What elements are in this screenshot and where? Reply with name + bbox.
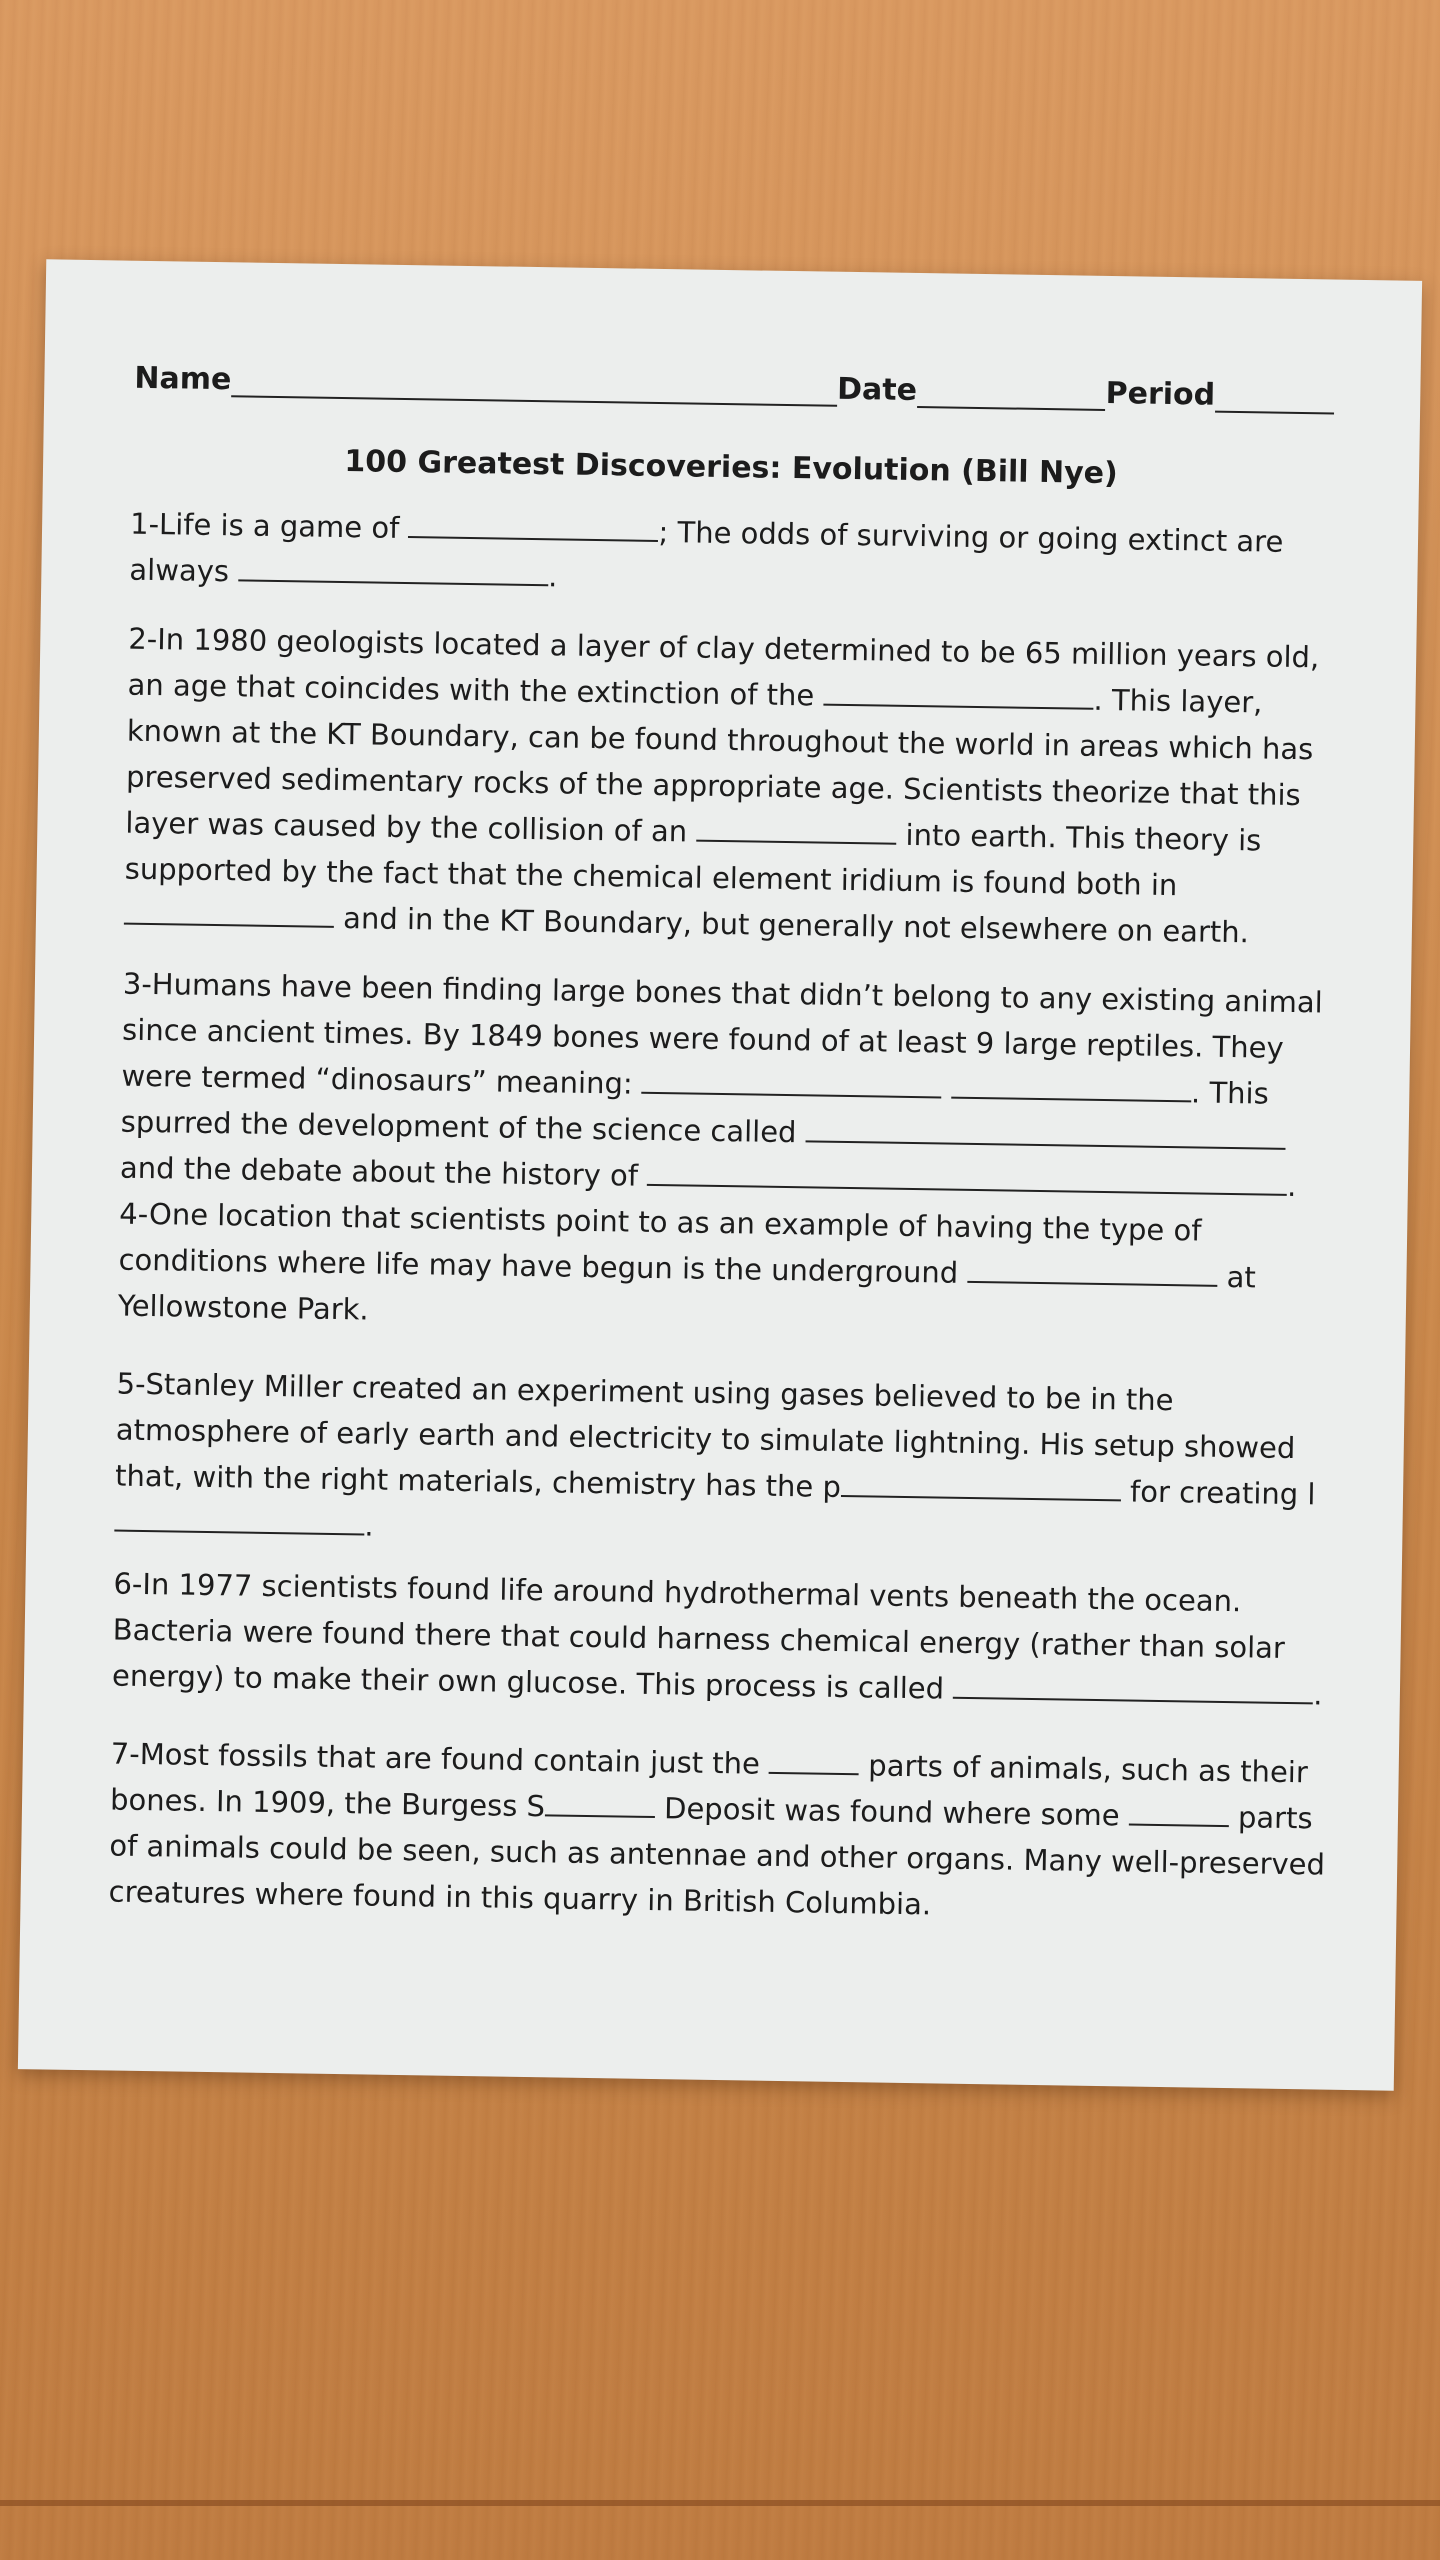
q7-blank-3[interactable]	[1129, 1796, 1229, 1828]
date-label: Date	[836, 371, 918, 408]
q7-text-a: 7-Most fossils that are found contain just the	[110, 1736, 761, 1781]
question-7	[108, 1731, 1331, 1934]
q6-text-b: .	[1312, 1677, 1323, 1712]
q2-blank-1[interactable]	[823, 676, 1093, 710]
q1-text-b: ; The odds of surviving or going extinct are	[658, 514, 1284, 559]
q4-blank-1[interactable]	[967, 1253, 1217, 1287]
q3-text-d: .	[1286, 1168, 1297, 1204]
q2-text-a: 2-In 1980 geologists located a layer of clay determined to be 65 million years old, an age that coincides with the extinction of the	[127, 621, 1320, 713]
name-label: Name	[134, 360, 232, 398]
q3-blank-1[interactable]	[642, 1064, 942, 1099]
q7-blank-2[interactable]	[545, 1786, 655, 1818]
period-label: Period	[1105, 375, 1216, 413]
q3-text-c: and the debate about the history of	[119, 1150, 639, 1193]
q1-text-d: .	[547, 559, 558, 594]
q5-text-c: .	[364, 1508, 374, 1543]
q4-text-b: at Yellowstone Park.	[117, 1259, 1257, 1327]
q2-text-b: . This layer, known at the KT Boundary, can be found throughout the world in areas which has preserved sedimentary rocks of the appropriate age. Scientists theorize that this layer was caused by the collision of an	[125, 682, 1314, 849]
q7-blank-1[interactable]	[769, 1744, 859, 1775]
q5-text-a: 5-Stanley Miller created an experiment using gases believed to be in the atmosphere of early earth and electricity to simulate lightning. His setup showed that, with the right materials, chemistry has the p	[114, 1366, 1296, 1504]
worksheet-header	[134, 361, 1334, 415]
q7-text-c: Deposit was found where some	[663, 1791, 1120, 1833]
q6-blank-1[interactable]	[953, 1669, 1313, 1705]
question-1	[129, 501, 1350, 612]
q2-text-d: and in the KT Boundary, but generally not elsewhere on earth.	[342, 901, 1250, 950]
q3-blank-3[interactable]	[806, 1112, 1286, 1150]
q2-blank-3[interactable]	[124, 895, 334, 928]
q1-blank-2[interactable]	[238, 551, 548, 586]
q6-text-a: 6-In 1977 scientists found life around hydrothermal vents beneath the ocean. Bacteria were found there that could harness chemical energy (rather than solar energy) to make their own glucose. This process is called	[111, 1566, 1286, 1706]
q1-text-a: 1-Life is a game of	[129, 506, 400, 545]
q2-blank-2[interactable]	[696, 812, 896, 845]
q4-text-a: 4-One location that scientists point to as an example of having the type of conditions where life may have begun is the underground	[118, 1196, 1202, 1290]
q3-text-a: 3-Humans have been finding large bones that didn’t belong to any existing animal since ancient times. By 1849 bones were found of at least 9 large reptiles. They were termed “dinosaurs” meaning:	[121, 966, 1323, 1101]
question-2	[124, 616, 1349, 957]
desk-seam	[0, 2500, 1440, 2506]
question-4	[118, 1191, 1340, 1348]
q5-blank-1[interactable]	[841, 1467, 1121, 1501]
q1-text-c: always	[129, 552, 230, 589]
q2-text-c: into earth. This theory is supported by the fact that the chemical element iridium is found both in	[124, 817, 1262, 903]
name-blank[interactable]	[231, 365, 837, 407]
q5-text-b: for creating l	[1129, 1474, 1316, 1512]
q3-blank-2[interactable]	[951, 1069, 1191, 1103]
q7-text-d: parts of animals could be seen, such as antennae and other organs. Many well-preserved creatures where found in this quarry in British Columbia.	[108, 1800, 1326, 1922]
q1-blank-1[interactable]	[408, 508, 658, 542]
question-5	[114, 1361, 1337, 1564]
question-6	[112, 1561, 1334, 1718]
question-3	[120, 961, 1343, 1210]
period-blank[interactable]	[1215, 381, 1335, 415]
q7-text-b: parts of animals, such as their bones. In 1909, the Burgess S	[109, 1748, 1309, 1824]
worksheet-title: 100 Greatest Discoveries: Evolution (Bill Nye)	[344, 444, 1119, 492]
q3-text-b: . This spurred the development of the science called	[120, 1075, 1270, 1150]
date-blank[interactable]	[917, 376, 1106, 411]
q3-blank-4[interactable]	[647, 1156, 1287, 1196]
q5-blank-2[interactable]	[114, 1502, 364, 1536]
worksheet-page	[18, 259, 1422, 2090]
